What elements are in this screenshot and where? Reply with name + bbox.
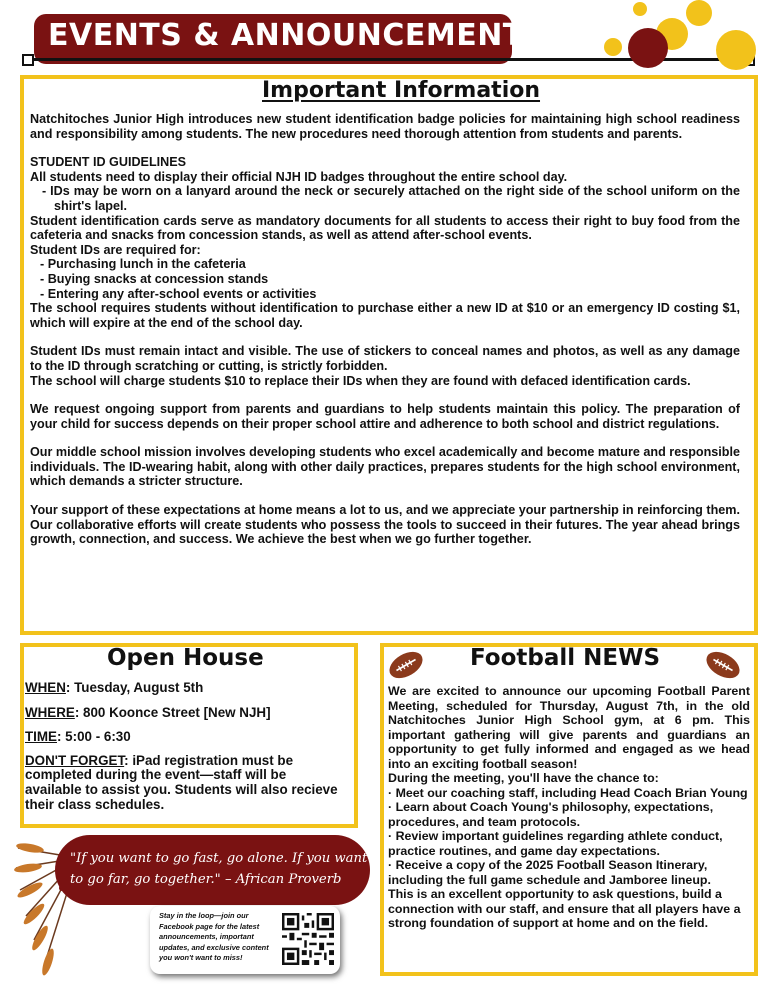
decor-dot — [686, 0, 712, 26]
rule-end-left — [22, 54, 34, 66]
support-paragraph: We request ongoing support from parents and guardians to help students maintain this policy. The preparation of your child for success depends on their proper school attire and adherence to both school and district regulations. — [30, 402, 740, 431]
football-icon — [703, 648, 743, 682]
open-house-time: TIME: 5:00 - 6:30 — [25, 729, 131, 745]
mandatory-paragraph: Student identification cards serve as mandatory documents for all students to access their right to buy food from the cafeteria and snacks from concession stands, as well as attend after-school events. — [30, 213, 740, 243]
required-for-label: Student IDs are required for: — [30, 242, 201, 257]
qr-code-icon[interactable] — [282, 913, 334, 965]
football-news-title: Football NEWS — [470, 645, 661, 671]
required-item: - Purchasing lunch in the cafeteria — [40, 257, 246, 272]
closing-paragraph: Your support of these expectations at home means a lot to us, and we appreciate your partnership in reinforcing them. Our collaborative efforts will create students who possess the tools to succeed in their futures. The year ahead brings growth, connection, and success. We achieve the best when we go further together. — [30, 503, 740, 547]
football-item: · Meet our coaching staff, including Head Coach Brian Young — [388, 785, 748, 800]
open-house-when: WHEN: Tuesday, August 5th — [25, 680, 204, 695]
page-title: EVENTS & ANNOUNCEMENTS — [48, 18, 546, 53]
important-info-title: Important Information — [262, 78, 541, 103]
decor-dot — [716, 30, 756, 70]
quote-text: "If you want to go fast, go alone. If you want to go far, go together." – African Proverb — [70, 851, 368, 887]
important-info-body — [30, 112, 740, 547]
football-closing: This is an excellent opportunity to ask questions, build a connection with our staff, and ensure that all players have a strong foundation of support at home and on the field. — [388, 887, 741, 930]
replace-rule: The school will charge students $10 to replace their IDs when they are found with defaced identification cards. — [30, 373, 691, 388]
football-item: · Review important guidelines regarding athlete conduct, practice routines, and game day expectations. — [388, 829, 723, 858]
decor-dot — [628, 28, 668, 68]
football-news-body — [388, 684, 750, 931]
football-item: · Receive a copy of the 2025 Football Season Itinerary, including the full game schedule and Jamboree lineup. — [388, 858, 711, 887]
lanyard-rule: - IDs may be worn on a lanyard around the neck or securely attached on the right side of the school uniform on the shirt's lapel. — [42, 184, 740, 213]
display-rule: All students need to display their official NJH ID badges throughout the entire school day. — [30, 169, 568, 184]
open-house-where: WHERE: 800 Koonce Street [New NJH] — [25, 704, 271, 720]
open-house-title: Open House — [107, 645, 264, 671]
football-during: During the meeting, you'll have the chance to: — [388, 771, 659, 785]
open-house-reminder: DON'T FORGET: iPad registration must be completed during the event—staff will be available to assist you. Students will also recieve their class schedules. — [25, 752, 338, 812]
decor-dot — [633, 2, 647, 16]
guidelines-heading: STUDENT ID GUIDELINES — [30, 155, 187, 170]
decor-dot — [604, 38, 622, 56]
required-item: - Entering any after-school events or activities — [40, 286, 317, 301]
football-intro: We are excited to announce our upcoming Football Parent Meeting, scheduled for Thursday, August 7th, in the old Natchitoches Junior High School gym, at 6 pm. This important gathering will give parents and guardians an opportunity to get fully informed and engaged as we head into an exciting football season! — [388, 684, 750, 771]
required-item: - Buying snacks at concession stands — [40, 271, 269, 286]
intro-paragraph: Natchitoches Junior High introduces new student identification badge policies for maintaining high school readiness and responsibility among students. The new procedures need thorough attention from students and parents. — [30, 112, 740, 141]
open-house-details — [25, 680, 343, 821]
facebook-card-text: Stay in the loop—join our Facebook page for the latest announcements, important updates, and exclusive content you won't want to miss! — [159, 911, 269, 963]
football-item: · Learn about Coach Young's philosophy, expectations, procedures, and team protocols. — [388, 800, 714, 829]
football-icon — [386, 648, 426, 682]
purchase-rule: The school requires students without identification to purchase either a new ID at $10 or an emergency ID costing $1, which will expire at the end of the school day. — [30, 301, 740, 330]
intact-rule: Student IDs must remain intact and visible. The use of stickers to conceal names and photos, as well as any damage to the ID through scratching or cutting, is strictly forbidden. — [30, 344, 740, 373]
mission-paragraph: Our middle school mission involves developing students who excel academically and become mature and responsible individuals. The ID-wearing habit, along with other daily practices, prepares students for the high school environment, which demands a stricter structure. — [30, 445, 740, 489]
